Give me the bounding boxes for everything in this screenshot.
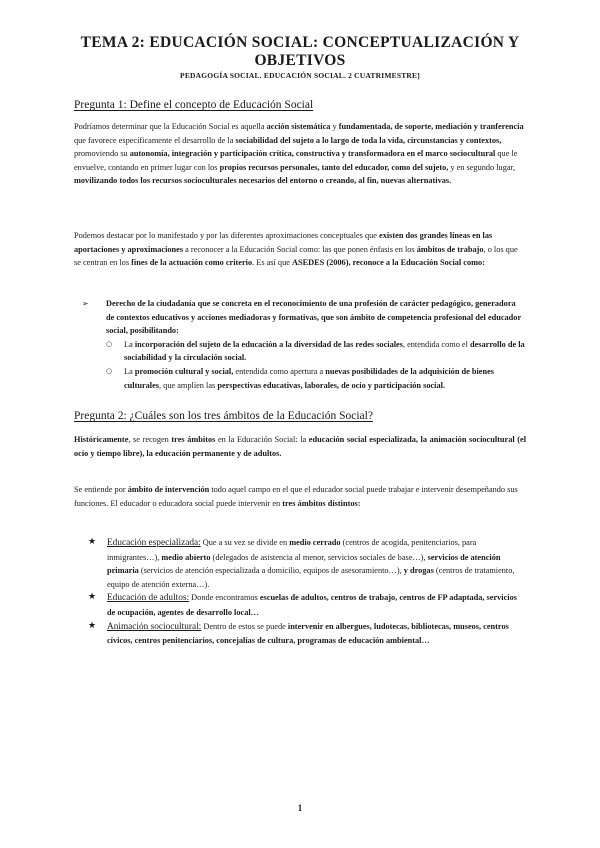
bold-text: Históricamente xyxy=(74,435,129,444)
question-2-heading: Pregunta 2: ¿Cuáles son los tres ámbitos de la Educación Social? xyxy=(74,410,373,422)
bold-text: acción sistemática xyxy=(266,122,331,131)
list-item-educacion-adultos xyxy=(74,591,526,619)
star-bullet-icon: ★ xyxy=(88,592,97,603)
bold-text: educación social especializada, la animación sociocultural (el ocio y tiempo libre), la educación permanente y de adultos. xyxy=(74,435,527,458)
bold-text: intervenir en albergues, ludotecas, bibliotecas, museos, centros cívicos, centros penitenciarios, concejalías de cultura, programas de educación ambiental… xyxy=(107,621,509,646)
bold-text: perspectivas educativas, laborales, de ocio y participación social. xyxy=(217,380,446,390)
bold-text: tres ámbitos distintos: xyxy=(282,498,361,508)
text: Podríamos determinar que la Educación Social es aquella xyxy=(74,122,267,131)
sub-list-item xyxy=(74,365,526,392)
bold-text: ASEDES (2006), reconoce a la Educación Social como: xyxy=(291,258,485,268)
bold-text: movilizando todos los recursos socioculturales necesarios del entorno o creando, al fin, nuevas alternativas. xyxy=(74,176,452,186)
bold-text: ámbito de intervención xyxy=(127,485,210,494)
circle-bullet-icon: ○ xyxy=(106,339,113,348)
question-1-paragraph-2 xyxy=(74,229,526,270)
bold-text: propios recursos personales, tanto del educador, como del sujeto, xyxy=(219,162,449,172)
text: Donde encontramos xyxy=(189,593,260,603)
text: (delegados de asistencia al menor, servicios sociales de base…), xyxy=(210,552,428,562)
bold-text: autonomía, integración y participación crítica, constructiva y transformadora en el marco sociocultural xyxy=(129,149,496,159)
page-subtitle: PEDAGOGÍA SOCIAL. EDUCACIÓN SOCIAL. 2 CUATRIMESTRE] xyxy=(180,71,420,80)
text: que le envuelve, contando en primer lugar con los xyxy=(74,149,518,172)
question-2-paragraph-2 xyxy=(74,483,526,510)
text: . Es así que xyxy=(252,258,292,268)
text: en la Educación Social: la xyxy=(215,435,309,444)
area-title: Educación de adultos: xyxy=(107,593,190,604)
area-title: Educación especializada: xyxy=(107,538,201,548)
areas-list xyxy=(74,536,526,648)
page-title: TEMA 2: EDUCACIÓN SOCIAL: CONCEPTUALIZACIÓN Y OBJETIVOS xyxy=(80,34,520,69)
text: y en segundo lugar, xyxy=(448,162,516,172)
asedes-list xyxy=(74,297,526,392)
list-item-animacion-sociocultural xyxy=(74,620,526,648)
star-bullet-icon: ★ xyxy=(88,620,97,631)
text: a reconocer a la Educación Social como: las que ponen énfasis en los xyxy=(183,244,417,254)
bold-text: desarrollo de la sociabilidad y la circulación social. xyxy=(124,339,525,363)
sub-list-item xyxy=(74,338,526,365)
text: Se entiende por xyxy=(74,485,128,494)
text: Dentro de estos se puede xyxy=(201,621,288,631)
text: Podemos destacar por lo manifestado y por las diferentes aproximaciones conceptuales que xyxy=(74,231,380,240)
bold-text: sociabilidad del sujeto a lo largo de toda la vida, circunstancias y contextos, xyxy=(235,135,502,145)
page-number: 1 xyxy=(297,803,303,813)
area-title: Animación sociocultural: xyxy=(107,621,202,632)
question-1-paragraph-1 xyxy=(74,120,526,188)
text: (centros de tratamiento, equipo de atención externa…). xyxy=(107,566,515,589)
question-1-heading: Pregunta 1: Define el concepto de Educación Social xyxy=(74,99,314,111)
bold-text: tres ámbitos xyxy=(171,435,216,444)
bold-text: nuevas posibilidades de la adquisición de bienes culturales xyxy=(124,366,495,390)
bold-text: y drogas xyxy=(403,566,434,576)
text: , que amplíen las xyxy=(159,380,218,390)
circle-bullet-icon: ○ xyxy=(106,366,113,375)
text: (centros de acogida, penitenciarios, para inmigrantes…), xyxy=(107,538,477,562)
list-item-educacion-especializada xyxy=(74,536,526,591)
text: y xyxy=(330,122,339,131)
text: , o los que se centran en los xyxy=(74,244,518,268)
text: La xyxy=(124,339,135,349)
text: que favorece específicamente el desarrollo de la xyxy=(74,135,236,145)
bold-text: escuelas de adultos, centros de trabajo, centros de FP adaptada, servicios de ocupación, agentes de desarrollo local… xyxy=(107,593,517,617)
bold-text: existen dos grandes líneas en las aportaciones y aproximaciones xyxy=(74,231,493,254)
bold-text: fundamentada, de soporte, mediación y tranferencia xyxy=(338,122,524,131)
text: (servicios de atención especializada a domicilio, equipos de asesoramiento…), xyxy=(138,566,404,576)
text: todo aquel campo en el que el educador social puede trabajar e intervenir desempeñando sus funciones. El educador o educadora social puede intervenir en xyxy=(74,485,518,508)
bold-text: medio cerrado xyxy=(289,538,341,547)
bold-text: fines de la actuación como criterio xyxy=(131,258,253,268)
list-item xyxy=(74,297,526,338)
text: , entendida como el xyxy=(402,339,470,349)
bold-text: promoción cultural y social, xyxy=(134,366,234,376)
bold-text: servicios de atención primaria xyxy=(107,552,501,576)
bold-text: incorporación del sujeto de la educación a la diversidad de las redes sociales xyxy=(134,339,403,349)
text: , se recogen xyxy=(128,435,172,444)
bold-text: medio abierto xyxy=(161,552,211,562)
bold-text: ámbitos de trabajo xyxy=(416,244,484,254)
bullet-text: Derecho de la ciudadanía que se concreta en el reconocimiento de una profesión de carácter pedagógico, generadora de contextos educativos y acciones mediadoras y formativas, que son ámbito de competencia profesional del educador social, posibilitando: xyxy=(106,299,521,336)
text: entendida como apertura a xyxy=(233,366,326,376)
arrow-bullet-icon: ➢ xyxy=(82,299,89,308)
text: La xyxy=(124,366,135,376)
star-bullet-icon: ★ xyxy=(88,537,97,547)
text: Que a su vez se divide en xyxy=(200,538,290,547)
question-2-paragraph-1 xyxy=(74,433,526,460)
text: promoviendo su xyxy=(74,149,130,159)
